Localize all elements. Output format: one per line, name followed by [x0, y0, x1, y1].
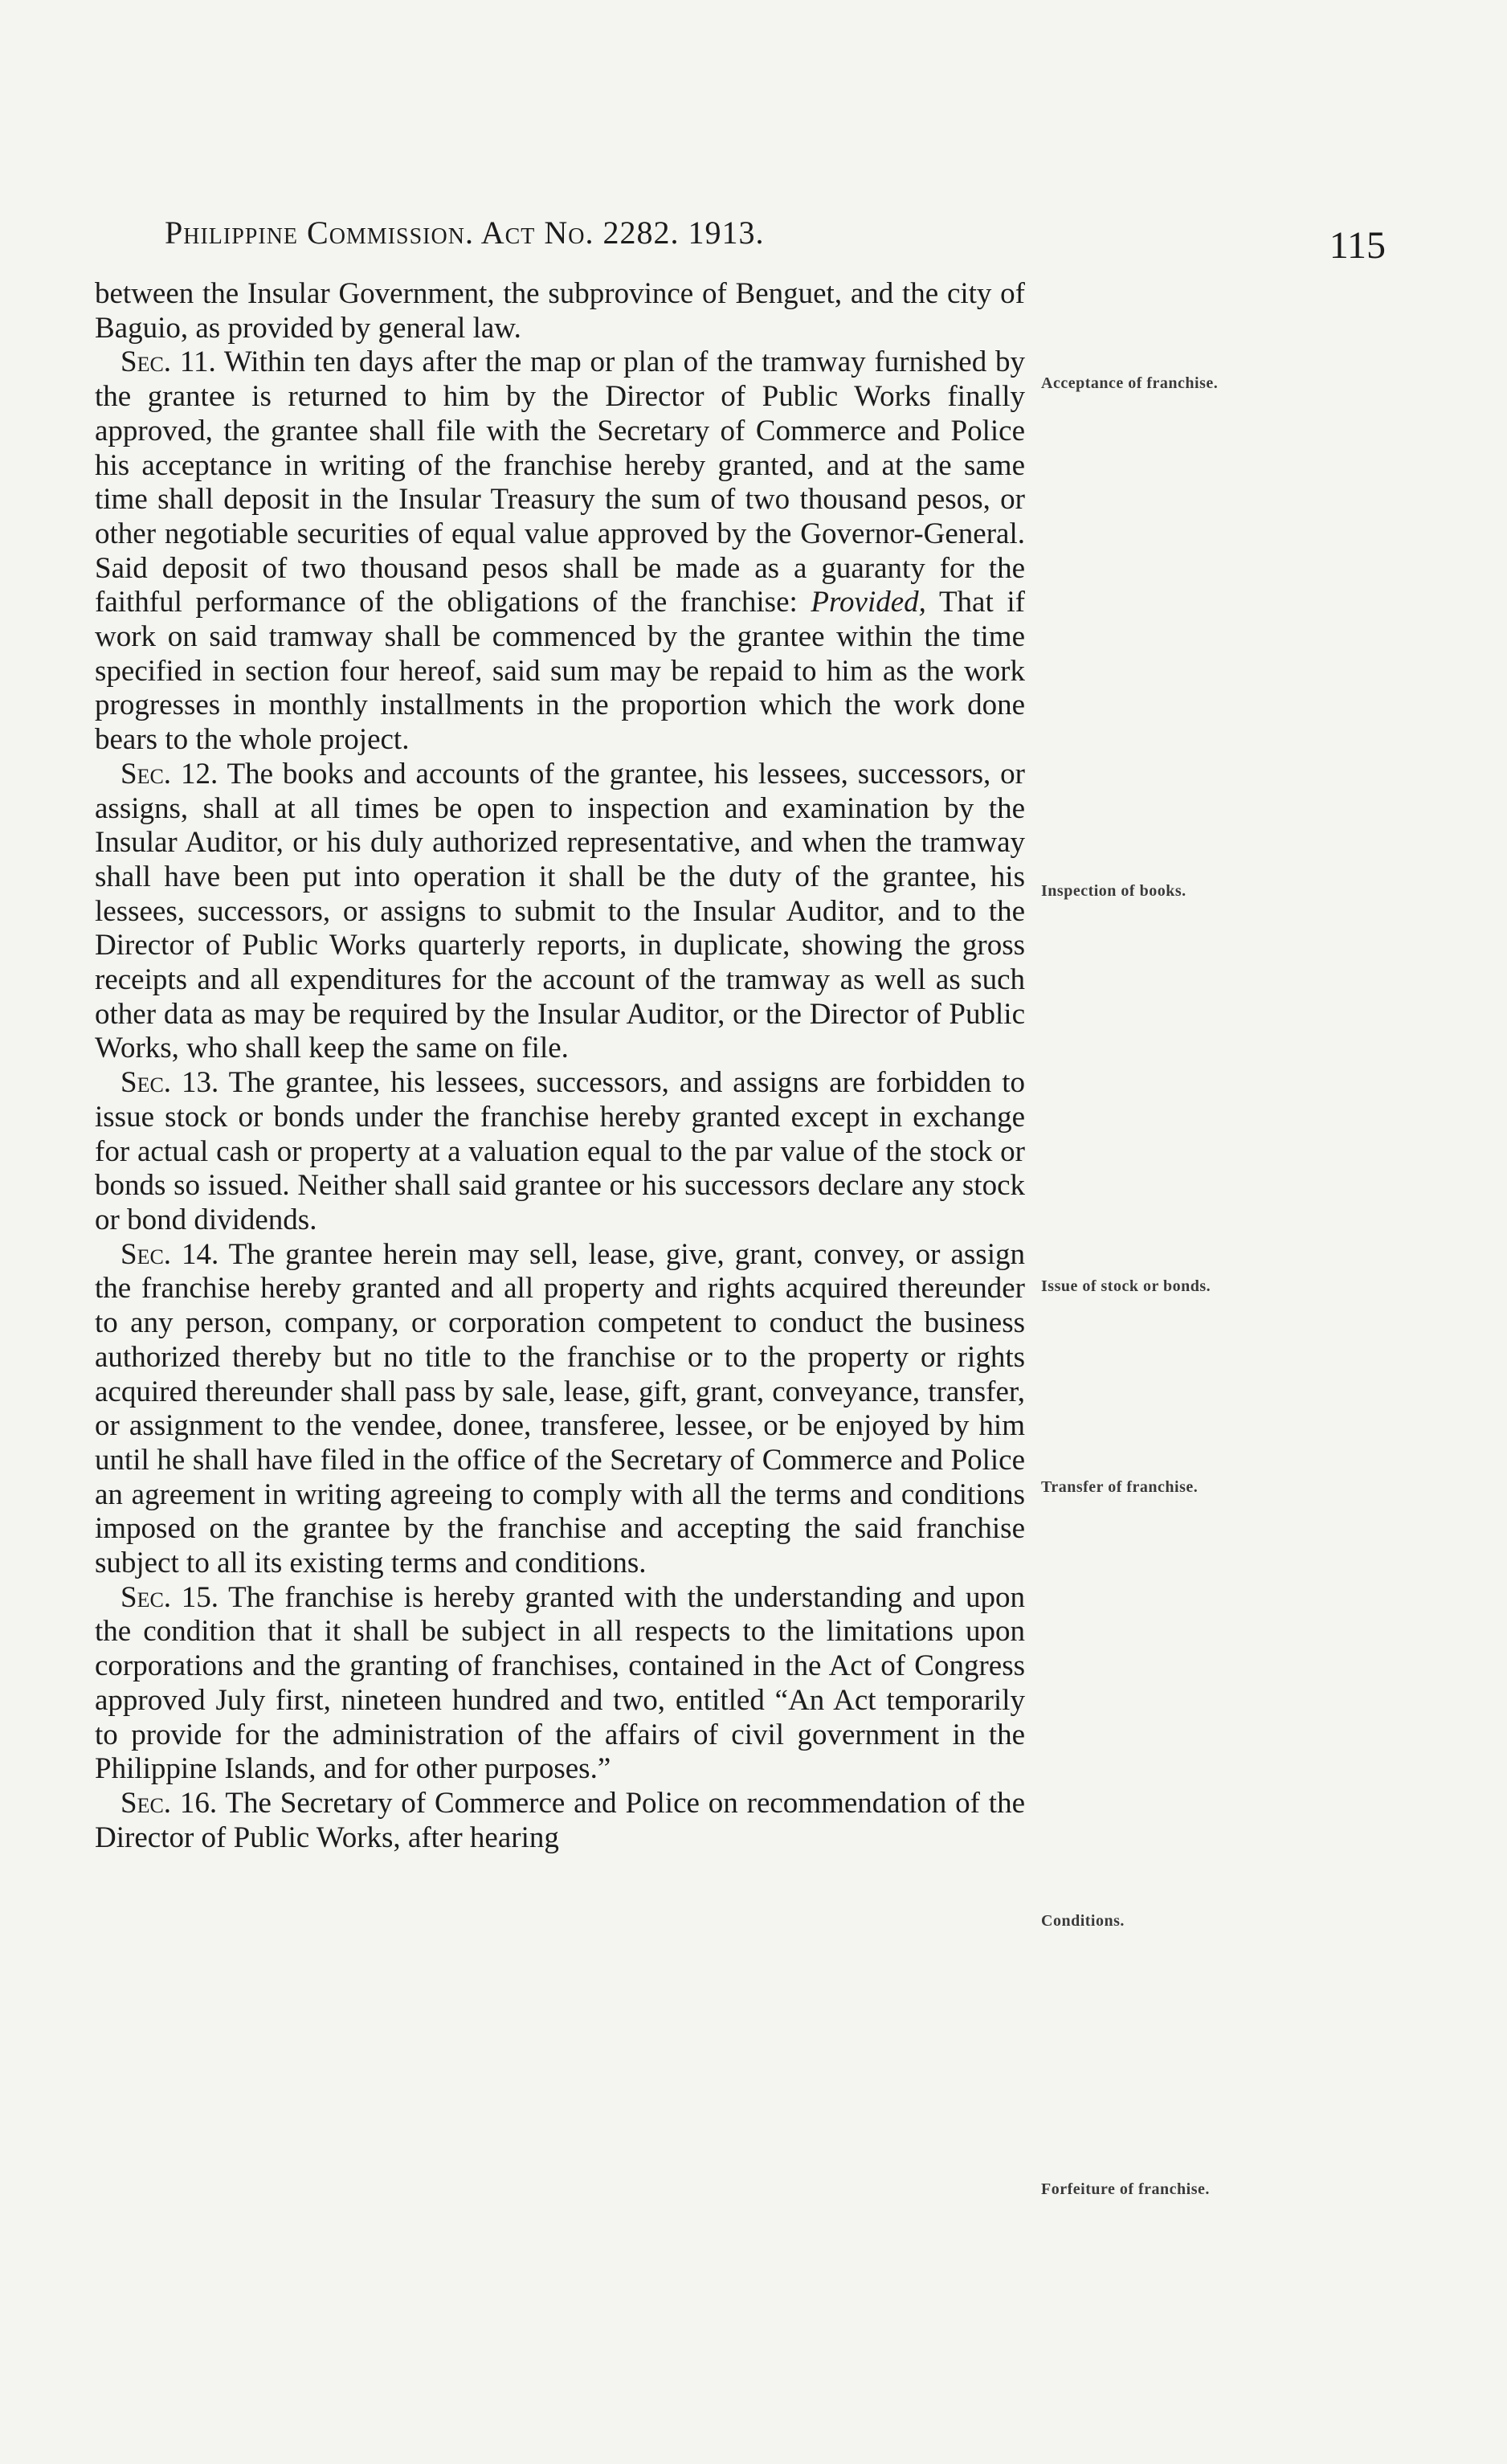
section-text-continued: That if work on said tramway shall be commenced by the grantee within the time specified in section four hereof, said sum may be repaid to him as the work progresses in monthly installments in the proportion which the work done bears to the whole project.: [95, 586, 1025, 757]
section-11: [95, 345, 1025, 757]
section-number: Sec. 13.: [120, 1066, 219, 1100]
section-number: Sec. 14.: [120, 1237, 219, 1271]
proviso-label: Provided,: [811, 586, 926, 619]
section-number: Sec. 12.: [120, 757, 218, 791]
section-text: between the Insular Government, the subprovince of Benguet, and the city of Baguio, as provided by general law.: [95, 277, 1025, 345]
section-number: Sec. 16.: [120, 1786, 218, 1820]
section-12: [95, 758, 1025, 1066]
running-head: Philippine Commission. Act No. 2282. 1913.: [165, 215, 765, 251]
section-text: The books and accounts of the grantee, his lessees, successors, or assigns, shall at all times be open to inspection and examination by the Insular Auditor, or his duly authorized representative, and when the tramway shall have been put into operation it shall be the duty of the grantee, his lessees, successors, or assigns to submit to the Insular Auditor, and to the Director of Public Works quarterly reports, in duplicate, showing the gross receipts and all expenditures for the account of the tramway as well as such other data as may be required by the Insular Auditor, or the Director of Public Works, who shall keep the same on file.: [95, 757, 1025, 1065]
section-text: Within ten days after the map or plan of the tramway furnished by the grantee is returned to him by the Director of Public Works finally approved, the grantee shall file with the Secretary of Commerce and Police his acceptance in writing of the franchise hereby granted, and at the same time shall deposit in the Insular Treasury the sum of two thousand pesos, or other negotiable securities of equal value approved by the Governor-General. Said deposit of two thousand pesos shall be made as a guaranty for the faithful performance of the obligations of the franchise:: [95, 345, 1025, 619]
section-number: Sec. 15.: [120, 1580, 219, 1614]
section-text: The Secretary of Commerce and Police on recommendation of the Director of Public Works, after hearing: [95, 1786, 1026, 1854]
margin-note-transfer: Transfer of franchise.: [1041, 1478, 1199, 1496]
section-10-continuation: [95, 277, 1025, 345]
section-text: The franchise is hereby granted with the understanding and upon the condition that it shall be subject in all respects to the limitations upon corporations and the granting of franchises, contained in the Act of Congress approved July first, nineteen hundred and two, entitled “An Act temporarily to provide for the administration of the affairs of civil government in the Philippine Islands, and for other purposes.”: [95, 1580, 1025, 1786]
margin-note-issue: Issue of stock or bonds.: [1041, 1277, 1211, 1295]
section-13: [95, 1066, 1025, 1238]
section-14: [95, 1238, 1025, 1581]
section-text: The grantee, his lessees, successors, and assigns are forbidden to issue stock or bonds under the franchise hereby granted except in exchange for actual cash or property at a valuation equal to the par value of the stock or bonds so issued. Neither shall said grantee or his successors declare any stock or bond dividends.: [95, 1066, 1025, 1236]
margin-note-inspection: Inspection of books.: [1041, 882, 1186, 900]
body-text: [95, 277, 1025, 1855]
section-text: The grantee herein may sell, lease, give, grant, convey, or assign the franchise hereby granted and all property and rights acquired thereunder to any person, company, or corporation competent to conduct the business authorized thereby but no title to the franchise or to the property or rights acquired thereunder shall pass by sale, lease, gift, grant, conveyance, transfer, or assignment to the vendee, donee, transferee, lessee, or be enjoyed by him until he shall have filed in the office of the Secretary of Commerce and Police an agreement in writing agreeing to comply with all the terms and conditions imposed on the grantee by the franchise and accepting the said franchise subject to all its existing terms and conditions.: [95, 1237, 1025, 1580]
page-header: [165, 207, 1386, 272]
section-15: [95, 1581, 1025, 1787]
page-number: 115: [1329, 224, 1386, 267]
margin-note-forfeiture: Forfeiture of franchise.: [1041, 2180, 1210, 2198]
section-16: [95, 1787, 1025, 1855]
section-number: Sec. 11.: [120, 345, 216, 379]
margin-note-acceptance: Acceptance of franchise.: [1041, 374, 1219, 392]
margin-note-conditions: Conditions.: [1041, 1912, 1125, 1930]
